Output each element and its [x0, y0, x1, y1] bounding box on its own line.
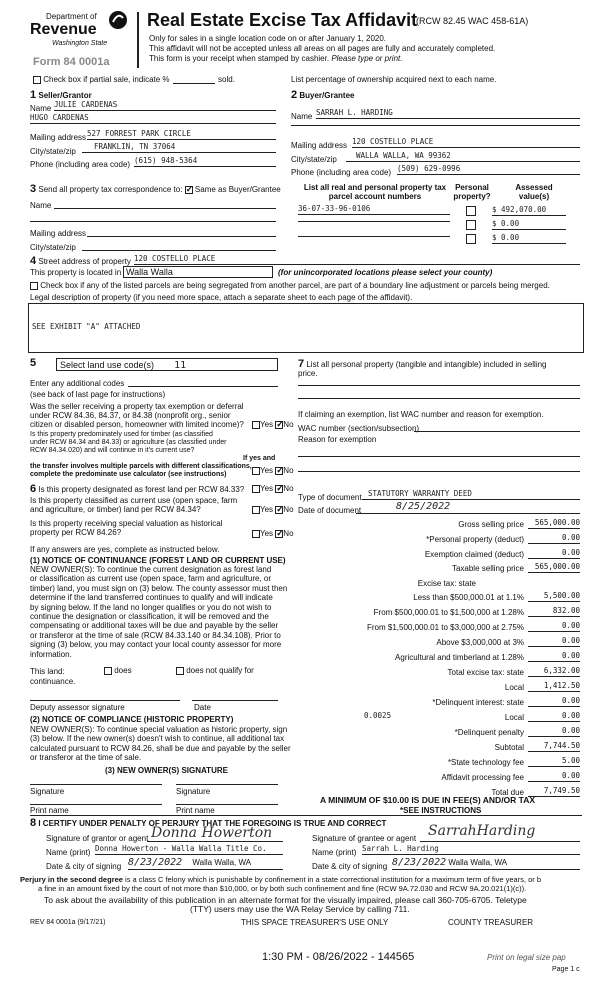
- seller-mail-label: Mailing address: [30, 133, 87, 142]
- s5-q1-yes-label: Yes: [260, 420, 274, 429]
- county-treasurer: COUNTY TREASURER: [448, 918, 534, 927]
- seller-name-label: Name: [30, 104, 52, 113]
- s6-note: If any answers are yes, complete as instructed below.: [30, 545, 220, 554]
- s8-heading: I CERTIFY UNDER PENALTY OF PERJURY THAT THE FOREGOING IS TRUE AND CORRECT: [38, 819, 387, 828]
- s5-q2b-l2: the transfer involves multiple parcels with different classifications,: [30, 463, 252, 470]
- tax-row-label: Total excise tax: state: [447, 668, 524, 677]
- rev-code: REV 84 0001a (9/17/21): [30, 919, 106, 926]
- s5-q1-no-label: No: [283, 420, 294, 429]
- s3-city-field[interactable]: [82, 250, 276, 251]
- tax-row-label: Local: [504, 683, 524, 692]
- buyer-name[interactable]: SARRAH L. HARDING: [316, 109, 580, 119]
- tax-row-label: Total due: [491, 788, 524, 797]
- does-not-checkbox[interactable]: [176, 667, 184, 675]
- s6-h3: (3) NEW OWNER(S) SIGNATURE: [105, 766, 228, 775]
- s6-sig-label1: Signature: [30, 787, 65, 796]
- land-use-value: 11: [174, 360, 187, 371]
- land-use-select[interactable]: [56, 358, 278, 371]
- tax-row-label: Affidavit processing fee: [441, 773, 524, 782]
- s4-street-label: Street address of property: [38, 257, 131, 266]
- s6-deputy: Deputy assessor signature: [30, 703, 125, 712]
- dept-line3: Washington State: [52, 40, 108, 47]
- s6-h1: (1) NOTICE OF CONTINUANCE (FOREST LAND OR CURRENT USE): [30, 556, 286, 565]
- s6-p1-l7: or transferor at the time of sale (RCW 84.33.140 or 84.34.108). Prior to: [30, 630, 281, 640]
- s6-h2: (2) NOTICE OF COMPLIANCE (HISTORIC PROPERTY): [30, 715, 234, 724]
- s8-divider: [30, 815, 582, 816]
- partial-percent-field[interactable]: [173, 83, 215, 84]
- s3-mail-field[interactable]: [87, 236, 276, 237]
- tax-row-value[interactable]: 7,744.50: [528, 742, 580, 752]
- header-divider: [137, 12, 139, 68]
- s7-text2: price.: [298, 369, 318, 378]
- tax-row-label: Agricultural and timberland at 1.28%: [395, 653, 524, 662]
- land-use-placeholder: Select land use code(s): [60, 360, 155, 370]
- segregated-checkbox[interactable]: [30, 282, 38, 290]
- header-line1: Only for sales in a single location code on or after January 1, 2020.: [149, 34, 387, 43]
- seller-num: 1: [30, 89, 37, 101]
- s6-q3-l1: Is this property receiving special valuation as historical: [30, 519, 223, 528]
- parcel-value-1[interactable]: $ 0.00: [492, 220, 566, 230]
- tax-row-label: Less than $500,000.01 at 1.1%: [413, 593, 524, 602]
- parcel-acct-0[interactable]: 36-07-33-96-0106: [298, 205, 450, 215]
- buyer-mail[interactable]: 120 COSTELLO PLACE: [352, 138, 580, 148]
- s6-p1-l5: continue the designation or classification, it will be removed and the: [30, 612, 269, 622]
- grantee-date[interactable]: [392, 857, 580, 870]
- new-owner-print-2[interactable]: [176, 804, 278, 805]
- tax-row-label: From $500,000.01 to $1,500,000 at 1.28%: [373, 608, 524, 617]
- tax-row-value[interactable]: 0.00: [528, 549, 580, 559]
- tax-row-value[interactable]: 0.00: [528, 534, 580, 544]
- s6-q1-yes[interactable]: [252, 485, 260, 493]
- s3-mail-label: Mailing address: [30, 229, 87, 238]
- s4-street[interactable]: 120 COSTELLO PLACE: [134, 255, 580, 265]
- receipt-stamp: 1:30 PM - 08/26/2022 - 144565: [262, 951, 415, 963]
- dept-line2: Revenue: [30, 21, 97, 38]
- tax-row-label: *Delinquent interest: state: [432, 698, 524, 707]
- parcel-h2b: property?: [453, 192, 491, 202]
- deputy-sig-field[interactable]: [30, 700, 180, 701]
- parcel-personal-cb-0[interactable]: [466, 206, 476, 216]
- s6-q2-no[interactable]: [275, 506, 283, 514]
- grantor-signature-mark: Donna Howerton: [151, 825, 273, 841]
- s6-p1: [30, 565, 287, 659]
- s6-q2-yes[interactable]: [252, 506, 260, 514]
- tax-row-value[interactable]: 5.00: [528, 757, 580, 767]
- s4-located-select[interactable]: [123, 266, 273, 278]
- s5-q2-no[interactable]: [275, 467, 283, 475]
- tax-row-value[interactable]: 832.00: [528, 607, 580, 617]
- doc-type-field[interactable]: STATUTORY WARRANTY DEED: [362, 490, 580, 500]
- s6-does: does: [114, 666, 132, 675]
- parcel-h2: Personal: [455, 183, 489, 192]
- tax-row-value[interactable]: 0.00: [528, 772, 580, 782]
- seller-mail[interactable]: 527 FORREST PARK CIRCLE: [87, 130, 276, 140]
- buyer-name2[interactable]: [291, 125, 580, 126]
- s7-wac: WAC number (section/subsection): [298, 424, 420, 433]
- tax-row-value[interactable]: 0.00: [528, 637, 580, 647]
- seller-name2[interactable]: HUGO CARDENAS: [30, 114, 276, 124]
- tax-row-label: Above $3,000,000 at 3%: [436, 638, 524, 647]
- s3-city-label: City/state/zip: [30, 243, 76, 252]
- s5-q1-yes[interactable]: [252, 421, 260, 429]
- tax-row-label: Exemption claimed (deduct): [424, 550, 524, 559]
- parcel-h1: List all real and personal property tax: [303, 183, 447, 192]
- tax-row-label: Excise tax: state: [417, 579, 476, 588]
- s6-cont: continuance.: [30, 677, 76, 686]
- g-sig-label: Signature of grantor or agent: [46, 834, 149, 843]
- s6-p1-l0: NEW OWNER(S): To continue the current designation as forest land: [30, 565, 272, 574]
- tax-row-label: *Personal property (deduct): [426, 535, 524, 544]
- s6-this-land: This land:: [30, 667, 65, 676]
- s7-reason: Reason for exemption: [298, 435, 377, 444]
- s6-p1-l4: by signing below. If the land no longer qualifies or you do not wish to: [30, 602, 272, 612]
- ask-text2: (TTY) users may use the WA Relay Service by calling 711.: [190, 904, 410, 914]
- s5-q1-no[interactable]: [275, 421, 283, 429]
- s5-codes-label: Enter any additional codes: [30, 379, 125, 388]
- s6-q3-yes[interactable]: [252, 530, 260, 538]
- parcel-acct-2[interactable]: [298, 236, 450, 237]
- wac-field[interactable]: [414, 431, 580, 432]
- tax-row-value[interactable]: 565,000.00: [528, 563, 580, 573]
- s6-q2-no-label: No: [283, 505, 294, 514]
- print-on-note: Print on legal size pap: [487, 953, 566, 962]
- s5-q2-yes[interactable]: [252, 467, 260, 475]
- s6-q1-no-label: No: [283, 484, 294, 493]
- s3-name-field[interactable]: [54, 208, 276, 209]
- header-line2: This affidavit will not be accepted unless all areas on all pages are fully and accurately completed.: [149, 44, 496, 53]
- s6-q1: Is this property designated as forest land per RCW 84.33?: [38, 485, 245, 494]
- s5-codes-note: (see back of last page for instructions): [30, 390, 166, 399]
- buyer-phone-label: Phone (including area code): [291, 168, 392, 177]
- partial-sale-text: Check box if partial sale, indicate %: [43, 75, 170, 84]
- partial-sale-checkbox[interactable]: [33, 76, 41, 84]
- seller-phone-label: Phone (including area code): [30, 160, 131, 169]
- tax-row-value[interactable]: 0.00: [528, 652, 580, 662]
- g-date-label: Date & city of signing: [46, 862, 122, 871]
- s4-located-value: Walla Walla: [126, 267, 173, 277]
- s6-q3-yes-label: Yes: [260, 529, 274, 538]
- buyer-mail-label: Mailing address: [291, 141, 348, 150]
- s4-located-label: This property is located in: [30, 268, 122, 277]
- new-owner-print-1[interactable]: [30, 804, 162, 805]
- buyer-num: 2: [291, 89, 298, 101]
- s6-p2-l1: (3) below. If the new owner(s) doesn't wish to continue, all additional tax: [30, 734, 285, 744]
- parcel-value-2[interactable]: $ 0.00: [492, 234, 566, 244]
- new-owner-sig-1[interactable]: [30, 784, 162, 785]
- s5-q2b-l1: If yes and: [243, 455, 276, 462]
- s6-does-not: does not qualify for: [186, 666, 254, 675]
- page-number: Page 1 c: [552, 966, 580, 973]
- s6-p2-l3: or transferor at the time of sale.: [30, 753, 142, 763]
- s6-sig-label2: Signature: [176, 787, 211, 796]
- grantor-city-value: Walla Walla, WA: [192, 858, 252, 867]
- additional-codes-field[interactable]: [128, 386, 278, 387]
- s4-located-note: (for unincorporated locations please select your county): [278, 268, 493, 277]
- s8-num: 8: [30, 817, 37, 829]
- s5-q2b-l3: complete the predominate use calculator (see instructions): [30, 471, 227, 478]
- s5-q1-l2: under RCW 84.36, 84.37, or 84.38 (nonprofit org., senior: [30, 411, 231, 420]
- tax-row-value[interactable]: 7,749.50: [528, 787, 580, 797]
- tax-row-value[interactable]: 0.00: [528, 712, 580, 722]
- see-instructions: *SEE INSTRUCTIONS: [400, 806, 482, 815]
- perjury-bold: Perjury in the second degree: [20, 875, 123, 884]
- new-owner-sig-2[interactable]: [176, 784, 278, 785]
- s6-q2-yes-label: Yes: [260, 505, 274, 514]
- grantee-signature[interactable]: [420, 823, 580, 842]
- s6-q2-l2: and agriculture, or timber) land per RCW 84.34?: [30, 505, 201, 514]
- tax-row-label: Taxable selling price: [451, 564, 524, 573]
- parcel-personal-cb-1[interactable]: [466, 220, 476, 230]
- perjury-text1: is a class C felony which is punishable by confinement in a state correctional institution for a maximum term of five years, or b: [125, 875, 542, 884]
- tax-row-label: Subtotal: [494, 743, 524, 752]
- reason-field-1[interactable]: [298, 456, 580, 457]
- parcel-h3: Assessed: [515, 183, 553, 192]
- tax-row-value[interactable]: 5,500.00: [528, 592, 580, 602]
- s5-q1-l3: citizen or disabled person, homeowner with limited income)?: [30, 420, 244, 429]
- s6-q2-l1: Is this property classified as current use (open space, farm: [30, 496, 238, 505]
- reason-field-2[interactable]: [298, 471, 580, 472]
- buyer-city[interactable]: WALLA WALLA, WA 99362: [346, 152, 580, 162]
- tax-row-value[interactable]: 0.00: [528, 727, 580, 737]
- s5-num: 5: [30, 357, 37, 369]
- same-as-buyer-checkbox[interactable]: [185, 186, 193, 194]
- s6-p1-l1: or classification as current use (open space, farm and agriculture, or: [30, 574, 272, 584]
- s3-name-label: Name: [30, 201, 52, 210]
- grantor-signature[interactable]: [147, 825, 283, 842]
- ownership-note: List percentage of ownership acquired next to each name.: [291, 75, 497, 84]
- seller-city[interactable]: FRANKLIN, TN 37064: [82, 143, 276, 153]
- s3-same: Same as Buyer/Grantee: [194, 185, 281, 194]
- minimum-note: A MINIMUM OF $10.00 IS DUE IN FEE(S) AND/OR TAX: [320, 795, 536, 805]
- s7-doc-date-label: Date of document: [298, 506, 362, 515]
- s4-legal-label: Legal description of property (if you need more space, attach a separate sheet to each page of the affidavit).: [30, 293, 413, 302]
- s4-num: 4: [30, 255, 37, 267]
- s6-p2-l2: calculated pursuant to RCW 84.26, shall be due and payable by the seller: [30, 743, 291, 753]
- s7-exempt: If claiming an exemption, list WAC number and reason for exemption.: [298, 410, 544, 419]
- tax-row-label: *Delinquent penalty: [454, 728, 524, 737]
- s6-q1-no[interactable]: [275, 485, 283, 493]
- grantee-signature-mark: SarrahHarding: [428, 823, 536, 839]
- doc-date-field[interactable]: 8/25/2022: [356, 501, 580, 514]
- local-rate: 0.0025: [364, 711, 392, 720]
- tax-row-label: From $1,500,000.01 to $3,000,000 at 2.75%: [366, 623, 524, 632]
- tax-row-label: Local: [504, 713, 524, 722]
- e-date-label: Date & city of signing: [312, 862, 388, 871]
- does-checkbox[interactable]: [104, 667, 112, 675]
- tax-row-value[interactable]: 1,412.50: [528, 682, 580, 692]
- legal-description-text: SEE EXHIBIT "A" ATTACHED: [32, 322, 141, 331]
- e-name-label: Name (print): [312, 848, 357, 857]
- buyer-phone[interactable]: (509) 629-0996: [397, 165, 580, 175]
- form-title: Real Estate Excise Tax Affidavit: [147, 10, 418, 30]
- tax-row-label: Gross selling price: [458, 520, 524, 529]
- s3-num: 3: [30, 183, 37, 195]
- s5-q1-l1: Was the seller receiving a property tax exemption or deferral: [30, 402, 244, 411]
- personal-prop-field-2[interactable]: [298, 398, 580, 399]
- ask-text1: To ask about the availability of this publication in an alternate format for the visually impaired, please call 360-705-6705. Teletype: [44, 895, 527, 905]
- s6-date: Date: [194, 703, 211, 712]
- s4-check-text: Check box if any of the listed parcels are being segregated from another parcel, are part of a boundary line adjustment or parcels being merged.: [40, 281, 550, 290]
- s6-q3-no[interactable]: [275, 530, 283, 538]
- s5-q2-l2: under RCW 84.34 and 84.33) or agriculture (as classified under: [30, 439, 227, 446]
- s5-q2-yes-label: Yes: [260, 466, 274, 475]
- parcel-h3b: value(s): [518, 192, 550, 202]
- buyer-name-label: Name: [291, 112, 313, 121]
- s6-q3-no-label: No: [283, 529, 294, 538]
- s7-text: List all personal property (tangible and intangible) included in selling: [306, 360, 547, 369]
- parcel-personal-cb-2[interactable]: [466, 234, 476, 244]
- grantee-print-name[interactable]: Sarrah L. Harding: [362, 845, 580, 855]
- deputy-date-field[interactable]: [192, 700, 278, 701]
- parcel-value-0[interactable]: $ 492,070.00: [492, 206, 566, 216]
- s6-print-label2: Print name: [176, 806, 215, 815]
- s6-num: 6: [30, 483, 37, 495]
- seller-phone[interactable]: (615) 948-5364: [134, 157, 276, 167]
- form-number: Form 84 0001a: [33, 56, 110, 68]
- wa-logo-icon: [108, 10, 128, 30]
- seller-name1[interactable]: JULIE CARDENAS: [54, 101, 276, 111]
- header-line3: This form is your receipt when stamped by cashier.: [149, 54, 330, 63]
- parcel-acct-1[interactable]: [298, 221, 450, 222]
- grantee-date-value: 8/23/2022: [392, 857, 447, 868]
- tax-row-value[interactable]: 565,000.00: [528, 519, 580, 529]
- s5-q2-no-label: No: [283, 466, 294, 475]
- s6-print-label1: Print name: [30, 806, 69, 815]
- grantor-date-value: 8/23/2022: [128, 857, 183, 868]
- s7-num: 7: [298, 358, 305, 370]
- form-rcw: (RCW 82.45 WAC 458-61A): [416, 16, 529, 26]
- header-line3b: Please type or print.: [331, 54, 403, 63]
- s6-p1-l9: information.: [30, 649, 72, 659]
- dor-logo: [30, 10, 130, 54]
- s3-heading: Send all property tax correspondence to:: [38, 185, 183, 194]
- s7-doc-type-label: Type of document: [298, 493, 362, 502]
- tax-row-value[interactable]: 0.00: [528, 622, 580, 632]
- tax-row-value[interactable]: 0.00: [528, 697, 580, 707]
- seller-city-label: City/state/zip: [30, 147, 76, 156]
- treasurer-note: THIS SPACE TREASURER'S USE ONLY: [241, 918, 389, 927]
- s5-q2-l3: RCW 84.34.020) and will continue in it's current use?: [30, 447, 195, 454]
- tax-row-value[interactable]: 6,332.00: [528, 667, 580, 677]
- s6-p2-l0: NEW OWNER(S): To continue special valuation as historic property, sign: [30, 725, 288, 734]
- perjury-text2: a fine in an amount fixed by the court of not more than $10,000, or by both such confinement and fine (RCW 9A.72.030 and RCW 9A.20.021(1)(c)).: [38, 884, 527, 893]
- g-name-label: Name (print): [46, 848, 91, 857]
- s5-q2-l1: Is this property predominately used for timber (as classified: [30, 431, 213, 438]
- grantee-city-value: Walla Walla, WA: [448, 858, 508, 867]
- partial-sold: sold.: [218, 75, 235, 84]
- e-sig-label: Signature of grantee or agent: [312, 834, 417, 843]
- s6-p1-l3: determine if the land transferred continues to qualify and will indicate: [30, 593, 273, 603]
- tax-row-label: *State technology fee: [447, 758, 524, 767]
- grantor-date[interactable]: [128, 857, 283, 870]
- personal-prop-field-1[interactable]: [298, 385, 580, 386]
- parcel-h1b: parcel account numbers: [328, 192, 422, 202]
- s6-q3-l2: property per RCW 84.26?: [30, 528, 122, 537]
- s6-p1-l8: signing (3) below, you may contact your local county assessor for more: [30, 640, 282, 650]
- buyer-city-label: City/state/zip: [291, 155, 337, 164]
- seller-heading: Seller/Grantor: [38, 91, 92, 100]
- s3-name2-field[interactable]: [30, 221, 276, 222]
- dept-line1: Department of: [46, 12, 97, 21]
- s6-q1-yes-label: Yes: [260, 484, 274, 493]
- s6-p1-l6: compensating or additional taxes will be due and payable by the seller: [30, 621, 279, 631]
- s6-p1-l2: timber) land, you must sign on (3) below. The county assessor must then: [30, 583, 288, 593]
- buyer-heading: Buyer/Grantee: [299, 91, 355, 100]
- grantor-print-name[interactable]: Donna Howerton - Walla Walla Title Co.: [95, 845, 283, 855]
